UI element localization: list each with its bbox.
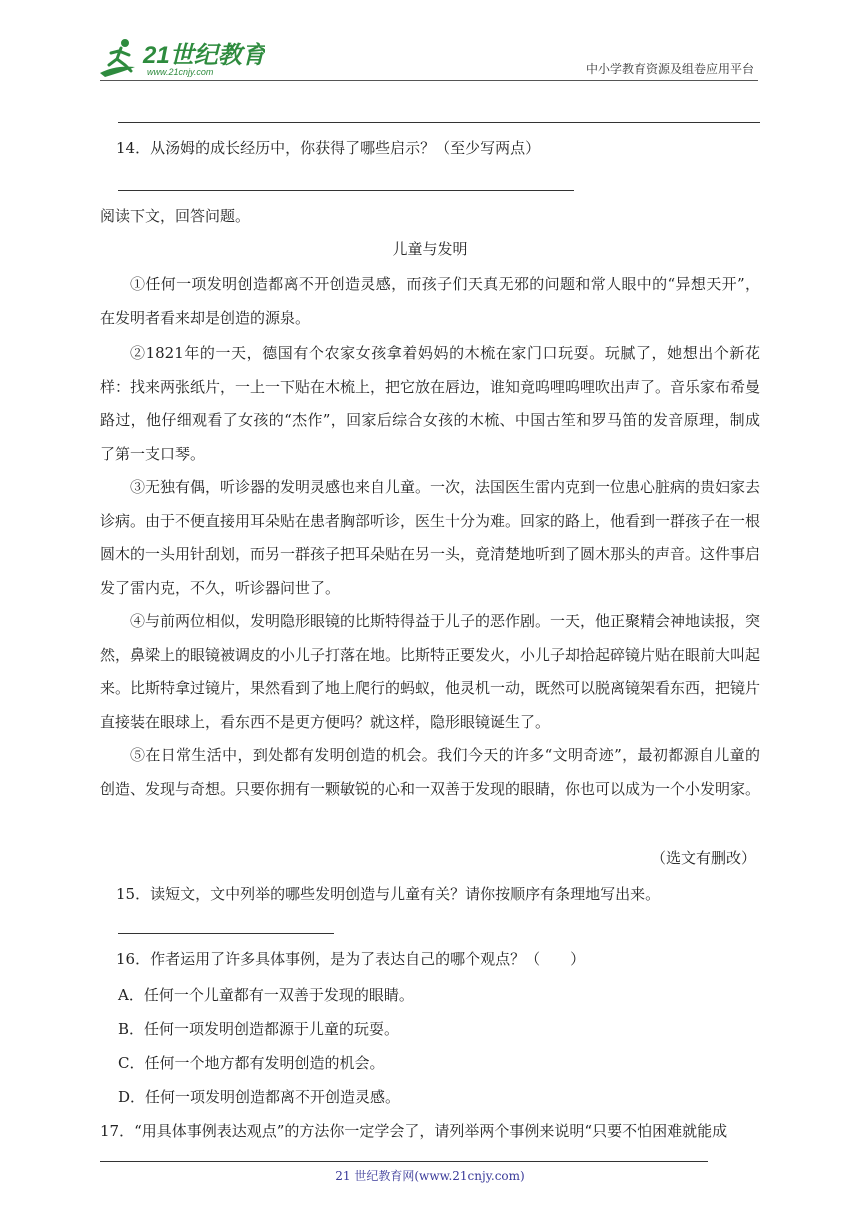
option-a: A．任何一个儿童都有一双善于发现的眼睛。 <box>118 986 414 1004</box>
question-17: 17．“用具体事例表达观点”的方法你一定学会了，请列举两个事例来说明“只要不怕困难就能成 <box>100 1122 728 1140</box>
question-14: 14．从汤姆的成长经历中，你获得了哪些启示？（至少写两点） <box>116 139 541 157</box>
header-divider <box>100 80 758 81</box>
question-15: 15．读短文，文中列举的哪些发明创造与儿童有关？请你按顺序有条理地写出来。 <box>116 885 661 903</box>
footer-divider <box>100 1161 708 1162</box>
logo-text: 21世纪教育 <box>143 42 265 69</box>
site-logo <box>95 35 265 80</box>
answer-line-14 <box>118 190 574 191</box>
paragraph-5: ⑤在日常生活中，到处都有发明创造的机会。我们今天的许多“文明奇迹”，最初都源自儿童的创造、发现与奇想。只要你拥有一颗敏锐的心和一双善于发现的眼睛，你也可以成为一个小发明家。 <box>100 746 761 798</box>
option-b: B．任何一项发明创造都源于儿童的玩耍。 <box>118 1020 400 1038</box>
option-c: C．任何一个地方都有发明创造的机会。 <box>118 1054 385 1072</box>
answer-line <box>118 122 760 123</box>
answer-line-15 <box>118 933 334 934</box>
reading-intro: 阅读下文，回答问题。 <box>100 207 251 225</box>
article-title: 儿童与发明 <box>392 240 468 258</box>
platform-name: 中小学教育资源及组卷应用平台 <box>585 62 754 76</box>
runner-logo-icon <box>95 35 265 80</box>
option-d: D．任何一项发明创造都离不开创造灵感。 <box>118 1088 401 1106</box>
logo-url: www.21cnjy.com <box>147 67 214 77</box>
paragraph-4: ④与前两位相似，发明隐形眼镜的比斯特得益于儿子的恶作剧。一天，他正聚精会神地读报，突然，鼻梁上的眼镜被调皮的小儿子打落在地。比斯特正要发火，小儿子却拾起碎镜片贴在眼前大叫起来。比斯特拿过镜片，果然看到了地上爬行的蚂蚁，他灵机一动，既然可以脱离镜架看东西，把镜片直接装在眼球上，看东西不是更方便吗？就这样，隐形眼镜诞生了。 <box>100 612 761 731</box>
question-16: 16．作者运用了许多具体事例，是为了表达自己的哪个观点？（ ） <box>116 950 586 968</box>
paragraph-2: ②1821年的一天，德国有个农家女孩拿着妈妈的木梳在家门口玩耍。玩腻了，她想出个新花样：找来两张纸片，一上一下贴在木梳上，把它放在唇边，谁知竟呜哩呜哩吹出声了。音乐家布希曼路过，他仔细观看了女孩的“杰作”，回家后综合女孩的木梳、中国古笙和罗马笛的发音原理，制成了第一支口琴。 <box>100 344 761 463</box>
paragraph-1: ①任何一项发明创造都离不开创造灵感，而孩子们天真无邪的问题和常人眼中的“异想天开”，在发明者看来却是创造的源泉。 <box>100 275 760 327</box>
paragraph-3: ③无独有偶，听诊器的发明灵感也来自儿童。一次，法国医生雷内克到一位患心脏病的贵妇家去诊病。由于不便直接用耳朵贴在患者胸部听诊，医生十分为难。回家的路上，他看到一群孩子在一根圆木的一头用针刮划，而另一群孩子把耳朵贴在另一头，竟清楚地听到了圆木那头的声音。这件事启发了雷内克，不久，听诊器问世了。 <box>100 478 761 597</box>
footer-text: 21 世纪教育网(www.21cnjy.com) <box>335 1169 525 1183</box>
source-note: （选文有删改） <box>650 849 756 867</box>
